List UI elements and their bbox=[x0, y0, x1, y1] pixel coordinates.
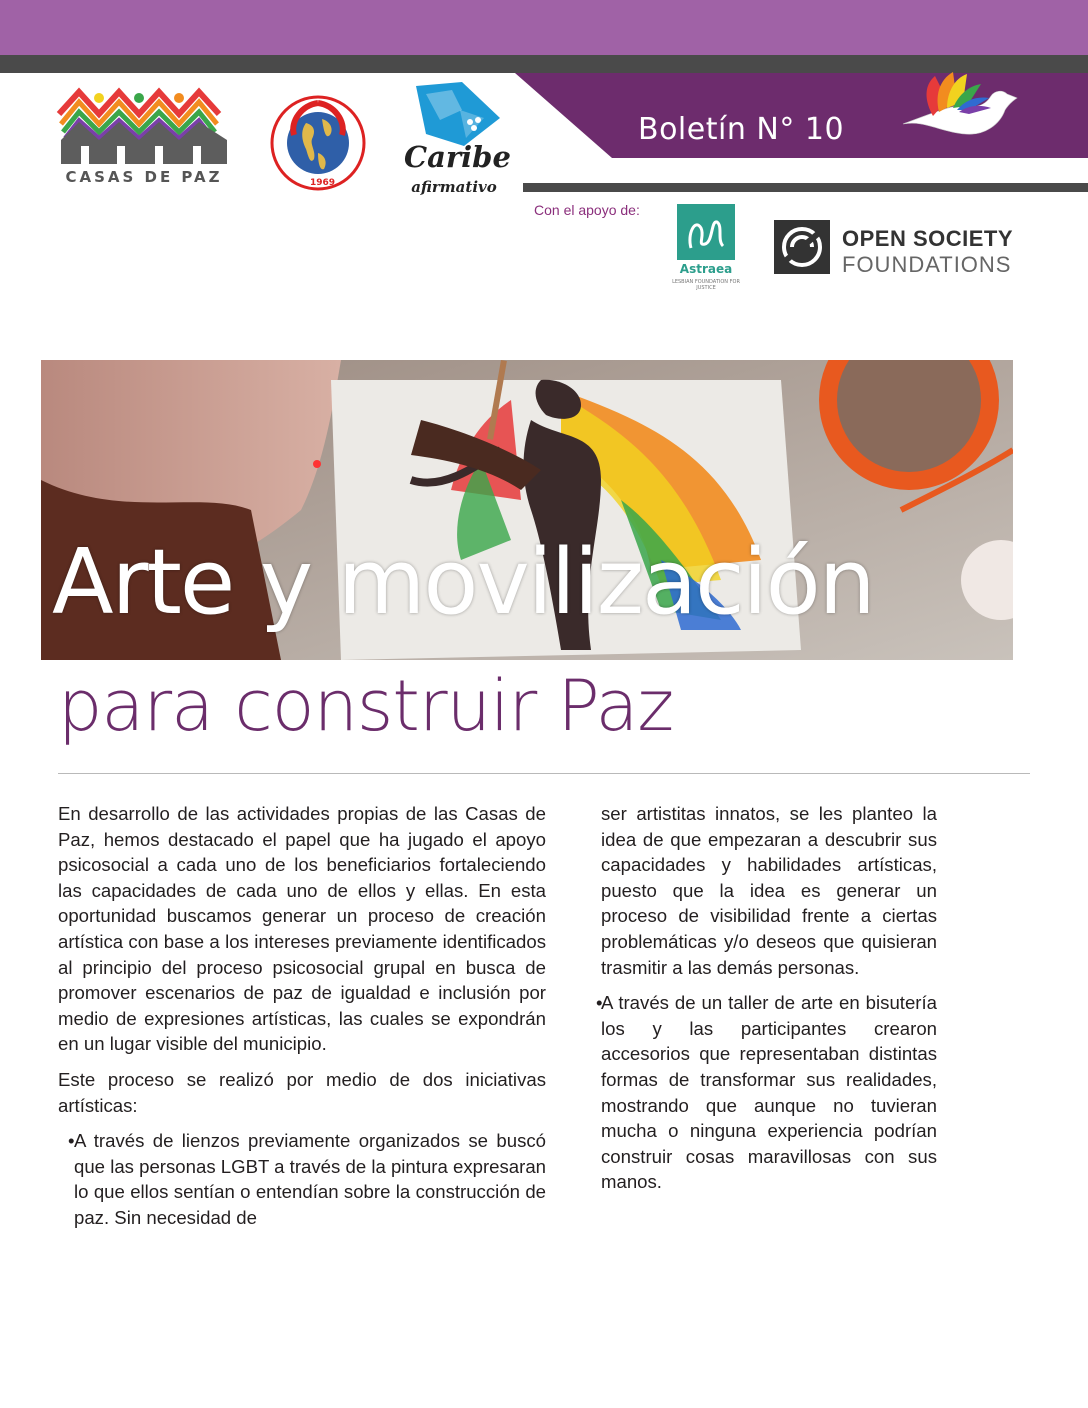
bullet-item-canvas bbox=[58, 1128, 546, 1230]
paragraph-initiatives: Este proceso se realizó por medio de dos iniciativas artísticas: bbox=[58, 1068, 546, 1116]
bullet-dot: • bbox=[596, 992, 603, 1014]
svg-text:1969: 1969 bbox=[310, 178, 336, 188]
paragraph-continued: ser artistitas innatos, se les planteo la idea de que empezaran a descubrir sus capacidades y habilidades artísticas, puesto que la idea es generar un proceso de visibilidad frente a ciertas problemáticas y/o deseos que quisieran trasmitir a las demás personas. bbox=[601, 803, 937, 978]
astraea-wordmark: Astraea bbox=[679, 262, 733, 276]
article-column-right bbox=[596, 801, 937, 1205]
header-rule bbox=[523, 183, 1088, 192]
afirmativo-wordmark: afirmativo bbox=[411, 178, 497, 196]
article-column-left bbox=[58, 801, 546, 1241]
dove-logo bbox=[895, 62, 1020, 152]
bullet-dot: • bbox=[68, 1130, 75, 1152]
caribe-wordmark: Caribe bbox=[404, 140, 511, 174]
astraea-subtitle: LESBIAN FOUNDATION FOR JUSTICE bbox=[672, 279, 740, 291]
casas-de-paz-wordmark: CASAS DE PAZ bbox=[65, 168, 223, 186]
support-label: Con el apoyo de: bbox=[534, 202, 640, 218]
osf-wordmark-line2: FOUNDATIONS bbox=[842, 252, 1012, 277]
bulletin-number: Boletín N° 10 bbox=[638, 112, 845, 147]
headline-line1: Arte y movilización bbox=[52, 530, 874, 635]
osf-wordmark-line1: OPEN SOCIETY bbox=[842, 226, 1014, 251]
open-society-logo bbox=[774, 220, 830, 274]
headline-line2: para construir Paz bbox=[58, 665, 674, 747]
bullet-item-jewelry bbox=[596, 990, 937, 1195]
top-color-bar bbox=[0, 0, 1088, 55]
bullet-text-canvas: A través de lienzos previamente organizados se buscó que las personas LGBT a través de la pintura expresaran lo que ellos sentían o entendían sobre la construcción de paz. Sin necesidad de bbox=[74, 1130, 547, 1228]
bullet-text-jewelry: A través de un taller de arte en bisutería los y las participantes crearon accesorios que representaban distintas formas de transformar sus realidades, mostrando que aunque no tuvieran mucha o ninguna experiencia podrían construir cosas maravillosas con sus manos. bbox=[601, 992, 937, 1193]
paragraph-intro: En desarrollo de las actividades propias de las Casas de Paz, hemos destacado el papel que ha jugado el apoyo psicosocial a cada uno de los beneficiarios fortaleciendo las capacidades de cada uno de ellos y ellas. En esta oportunidad buscamos generar un proceso de creación artística con base a los intereses previamente identificados al principio del proceso psicosocial grupal en busca de promover escenarios de paz de igualdad e inclusión por medio de expresiones artísticas, las cuales se expondrán en un lugar visible del municipio. bbox=[58, 803, 546, 1055]
section-divider bbox=[58, 773, 1030, 774]
astraea-logo bbox=[677, 204, 735, 260]
inter-american-foundation-seal bbox=[270, 95, 366, 191]
